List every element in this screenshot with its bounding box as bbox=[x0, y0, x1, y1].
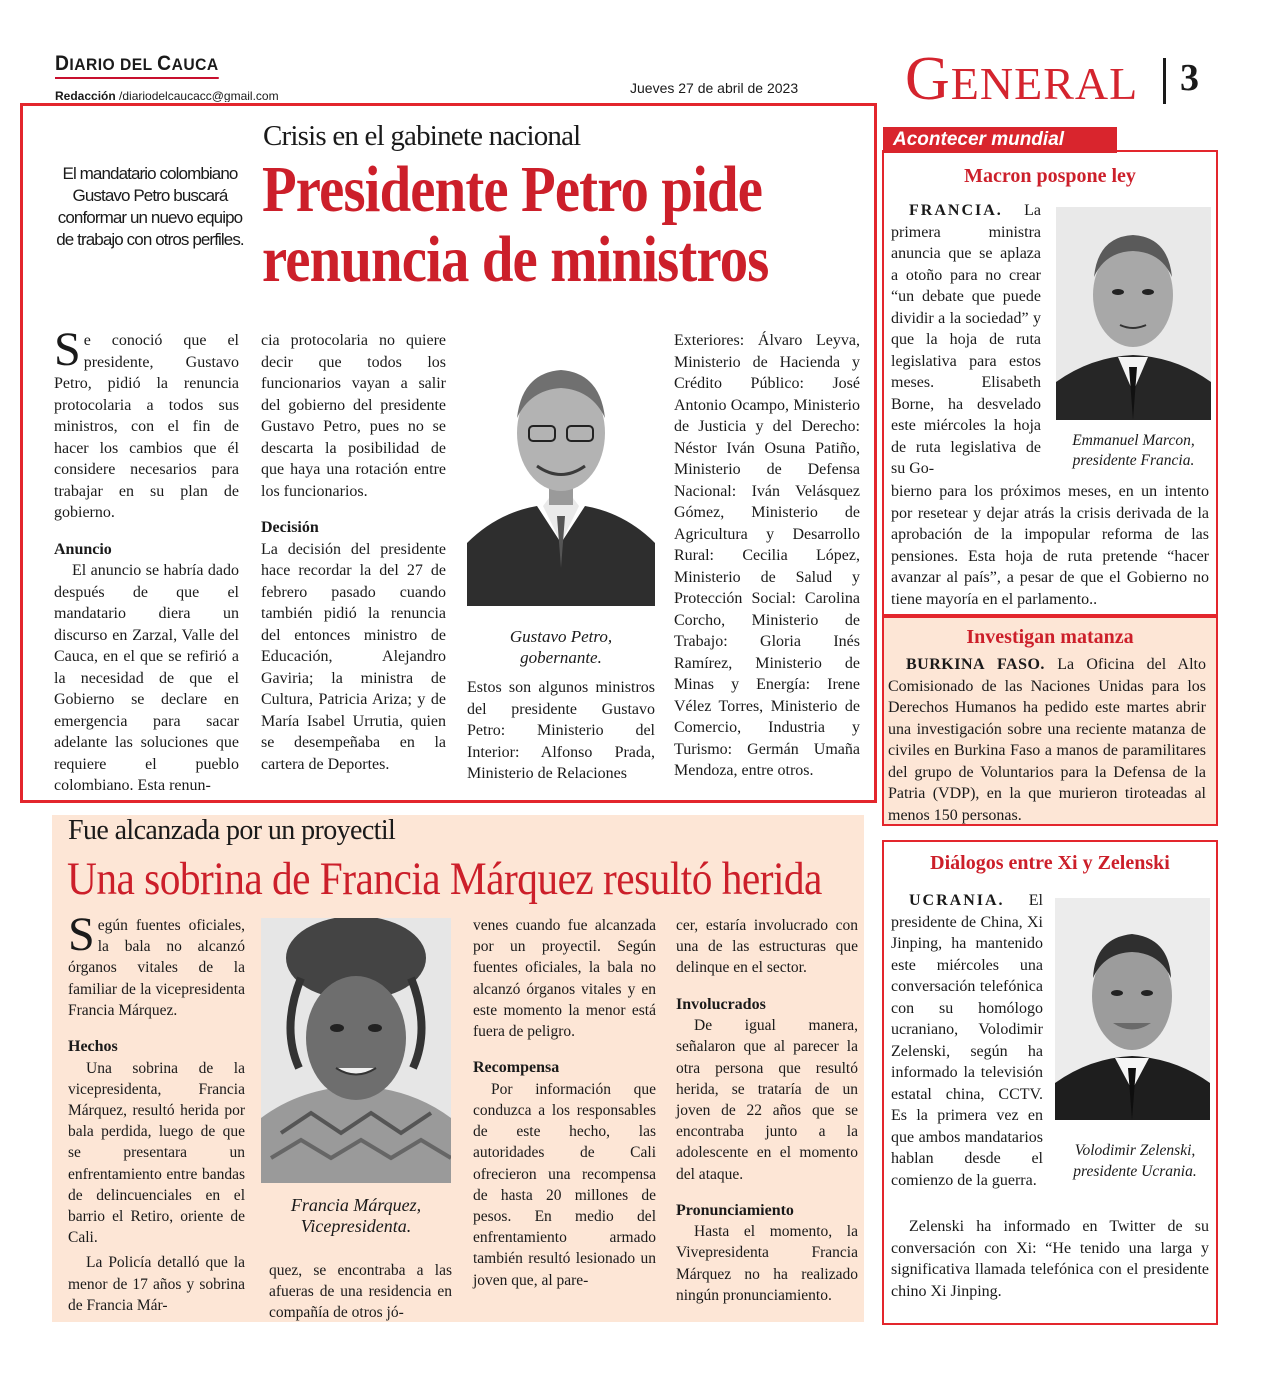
section-initial: G bbox=[905, 45, 951, 113]
caption-line: Emmanuel Marcon, bbox=[1072, 432, 1195, 449]
story-location: BURKINA FASO. bbox=[906, 656, 1045, 673]
paragraph: Una sobrina de la vicepresidenta, Francia Márquez, resultó herida por bala perdida, luego de que se presentara un enfrentamiento entre bandas de delincuenciales en el barrio el Retiro, oriente de Cali. bbox=[68, 1059, 245, 1247]
macron-photo bbox=[1056, 207, 1211, 420]
paragraph: La Oficina del Alto Comisionado de las Naciones Unidas para los Derechos Humanos ha pedido este martes abrir una investigación sobre una reciente matanza de civiles en Burkina Faso a manos de paramilitares del grupo de Voluntarios para la Defensa de la Patria (VDP), en la que murieron tiroteadas al menos 150 personas. bbox=[888, 656, 1206, 824]
caption-line: presidente Francia. bbox=[1072, 452, 1195, 469]
paragraph: e conoció que el presidente, Gustavo Petro, pidió la renuncia protocolaria a todos sus ministros, con el fin de hacer los cambios que él considere necesarios para trabajar en su plan de gobierno. bbox=[54, 332, 239, 521]
paragraph: De igual manera, señalaron que al parecer la otra persona que resultó herida, se trataría de un joven de 22 años que se encontraba junto a la adolescente en el momento del ataque. bbox=[676, 1017, 858, 1183]
subheading: Anuncio bbox=[54, 540, 112, 558]
redaccion-line bbox=[55, 89, 279, 102]
paragraph: cer, estaría involucrado con una de las estructuras que delinque en el sector. bbox=[676, 917, 858, 977]
sidebar-headline: Investigan matanza bbox=[966, 626, 1134, 648]
story-location: UCRANIA. bbox=[909, 892, 1005, 909]
issue-date: Jueves 27 de abril de 2023 bbox=[630, 80, 799, 96]
main-column-3 bbox=[467, 677, 655, 785]
sidebar-headline: Macron pospone ley bbox=[964, 165, 1136, 187]
paragraph: La primera ministra anuncia que se aplaza a otoño para no crear “un debate que puede dividir a la sociedad” y que la hoja de ruta legislativa para estos meses. Elisabeth Borne, ha desvelado este miércoles la hoja de ruta legislativa de su Go- bbox=[891, 202, 1041, 477]
story-location: FRANCIA. bbox=[909, 202, 1003, 219]
zelenski-photo bbox=[1055, 898, 1210, 1120]
section-title bbox=[905, 45, 1139, 115]
section-rest: ENERAL bbox=[950, 58, 1139, 109]
sidebar-story-text-continued bbox=[891, 481, 1209, 610]
paragraph: El presidente de China, Xi Jinping, ha mantenido este miércoles una conversación telefónica con su homólogo ucraniano, Volodimir Zelenski, según ha informado la televisión estatal china, CCTV. Es la primera vez en que ambos mandatarios hablan desde el comienzo de la guerra. bbox=[891, 892, 1043, 1189]
second-headline: Una sobrina de Francia Márquez resultó herida bbox=[67, 853, 822, 905]
caption-line: Volodimir Zelenski, bbox=[1074, 1142, 1196, 1159]
second-column-3 bbox=[473, 915, 656, 1291]
paragraph: El anuncio se habría dado después de que el mandatario diera un discurso en Zarzal, Valle del Cauca, en el que se refirió a la necesidad de que el Gobierno se declare en emergencia para sacar adelante las soluciones que requiere el pueblo colombiano. Esta renun- bbox=[54, 562, 239, 794]
main-headline bbox=[262, 155, 778, 295]
paragraph: Hasta el momento, la Vivepresidenta Francia Márquez no ha realizado ningún pronunciamiento. bbox=[676, 1223, 858, 1304]
sidebar-story-text bbox=[891, 200, 1041, 480]
petro-photo bbox=[467, 338, 655, 606]
main-summary: El mandatario colombiano Gustavo Petro buscará conformar un nuevo equipo de trabajo con otros perfiles. bbox=[56, 164, 244, 249]
subheading: Pronunciamiento bbox=[676, 1201, 794, 1219]
main-headline-line: Presidente Petro pide bbox=[262, 153, 763, 226]
redaccion-label: Redacción bbox=[55, 89, 116, 102]
portrait-illustration bbox=[1055, 898, 1210, 1120]
paragraph: Exteriores: Álvaro Leyva, Ministerio de Hacienda y Crédito Público: José Antonio Ocampo, Ministerio de Justicia y del Derecho: Néstor Iván Osuna Patiño, Ministerio de Defensa Nacional: Iván Velásquez Gómez, Ministerio de Agricultura y Desarrollo Rural: Cecilia López, Ministerio de Salud y Protección Social: Carolina Corcho, Ministerio de Trabajo: Gloria Inés Ramírez, Ministerio de Minas y Energía: Irene Vélez Torres, Ministerio de Comercio, Industria y Turismo: Germán Umaña Mendoza, entre otros. bbox=[674, 332, 860, 779]
paragraph: venes cuando fue alcanzada por un proyectil. Según fuentes oficiales, la bala no alcanzó órganos vitales y en este momento la menor está fuera de peligro. bbox=[473, 917, 656, 1041]
sidebar-story-text-continued bbox=[891, 1216, 1209, 1302]
zelenski-caption bbox=[1055, 1140, 1215, 1182]
main-kicker: Crisis en el gabinete nacional bbox=[263, 120, 581, 152]
paragraph: La Policía detalló que la menor de 17 años y sobrina de Francia Már- bbox=[68, 1254, 245, 1314]
caption-line: presidente Ucrania. bbox=[1073, 1163, 1197, 1180]
second-column-4 bbox=[676, 915, 858, 1306]
redaccion-email[interactable]: /diariodelcaucacc@gmail.com bbox=[115, 89, 279, 102]
second-column-2 bbox=[269, 1260, 452, 1324]
subheading: Involucrados bbox=[676, 995, 766, 1013]
petro-caption bbox=[467, 626, 655, 668]
marquez-caption bbox=[261, 1195, 451, 1237]
marquez-photo bbox=[261, 918, 451, 1183]
paragraph: Zelenski ha informado en Twitter de su conversación con Xi: “He tenido una larga y significativa llamada telefónica con el presidente chino Xi Jinping. bbox=[891, 1218, 1209, 1300]
page-number: 3 bbox=[1180, 57, 1199, 99]
masthead-text: IARIO DEL bbox=[69, 55, 158, 74]
subheading: Decisión bbox=[261, 519, 319, 536]
subheading: Hechos bbox=[68, 1038, 118, 1056]
paragraph: quez, se encontraba a las afueras de una residencia en compañía de otros jó- bbox=[269, 1262, 452, 1322]
main-column-4 bbox=[674, 330, 860, 782]
caption-line: Francia Márquez, bbox=[290, 1195, 422, 1215]
main-column-1 bbox=[54, 323, 239, 797]
paragraph: cia protocolaria no quiere decir que todos los funcionarios vayan a salir del gobierno del presidente Gustavo Petro, pues no se descarta la posibilidad de que haya una rotación entre los funcionarios. bbox=[261, 332, 446, 500]
second-kicker: Fue alcanzada por un proyectil bbox=[68, 815, 396, 846]
second-column-1 bbox=[68, 908, 245, 1316]
paragraph: Estos son algunos ministros del presidente Gustavo Petro: Ministerio del Interior: Alfonso Prada, Ministerio de Relaciones bbox=[467, 679, 655, 782]
macron-caption bbox=[1056, 431, 1211, 471]
paragraph: La decisión del presidente hace recordar la del 27 de febrero pasado cuando también pidió la renuncia del entonces ministro de Educación, Alejandro Gaviria; la ministra de Cultura, Patricia Ariza; y de María Isabel Urrutia, quien se desempeñaba en la cartera de Deportes. bbox=[261, 540, 446, 773]
caption-line: Gustavo Petro, bbox=[509, 627, 613, 646]
sidebar-label: Acontecer mundial bbox=[883, 127, 1117, 153]
masthead-letter: C bbox=[157, 52, 172, 75]
caption-line: gobernante. bbox=[520, 648, 602, 667]
dropcap: S bbox=[54, 323, 81, 376]
sidebar-story-text bbox=[891, 890, 1043, 1191]
portrait-illustration bbox=[261, 918, 451, 1183]
masthead bbox=[55, 52, 219, 79]
paragraph: Por información que conduzca a los responsables de este hecho, las autoridades de Cali ofrecieron una recompensa de hasta 20 millones de pesos. En medio del enfrentamiento armado también resultó lesionado un joven que, al pare- bbox=[473, 1080, 656, 1289]
subheading: Recompensa bbox=[473, 1059, 560, 1077]
page-divider bbox=[1163, 58, 1166, 104]
masthead-text: AUCA bbox=[171, 55, 219, 74]
portrait-illustration bbox=[467, 338, 655, 606]
masthead-letter: D bbox=[55, 52, 70, 75]
paragraph: egún fuentes oficiales, la bala no alcanzó órganos vitales de la familiar de la vicepresidenta Francia Márquez. bbox=[68, 917, 245, 1019]
dropcap: S bbox=[68, 908, 95, 961]
sidebar-story-text bbox=[888, 654, 1206, 826]
main-headline-line: renuncia de ministros bbox=[262, 223, 769, 296]
main-column-2 bbox=[261, 330, 446, 775]
sidebar-headline: Diálogos entre Xi y Zelenski bbox=[930, 852, 1170, 874]
portrait-illustration bbox=[1056, 207, 1211, 420]
caption-line: Vicepresidenta. bbox=[300, 1216, 412, 1236]
paragraph: bierno para los próximos meses, en un intento por resetear y dejar atrás la crisis derivada de la aprobación de la impopular reforma de las pensiones. Esta hoja de ruta pretende “hacer avanzar al país”, a pesar de que el Gobierno no tiene mayoría en el parlamento.. bbox=[891, 483, 1209, 608]
